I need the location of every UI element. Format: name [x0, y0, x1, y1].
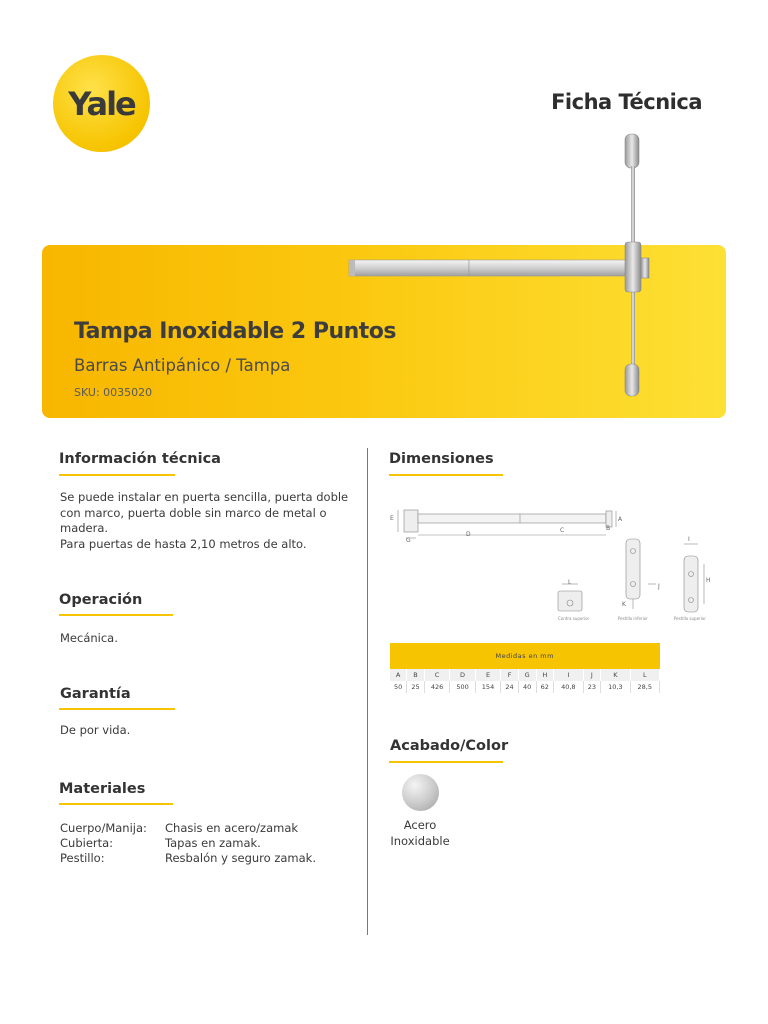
svg-text:C: C — [560, 527, 565, 534]
warranty-text: De por vida. — [60, 723, 131, 737]
diagram-label-superior: Pestillo superior — [674, 616, 706, 621]
column-divider — [367, 448, 368, 935]
svg-text:A: A — [618, 516, 623, 523]
finish-label-line: Inoxidable — [390, 833, 450, 848]
section-underline — [59, 474, 175, 476]
dim-value: 28,5 — [630, 681, 659, 693]
dim-letter: G — [518, 669, 536, 681]
operation-text: Mecánica. — [60, 631, 118, 645]
dim-letter: E — [475, 669, 500, 681]
section-underline — [389, 761, 503, 763]
materials-value: Chasis en acero/zamak — [165, 821, 299, 835]
dim-value: 23 — [583, 681, 601, 693]
svg-text:D: D — [466, 531, 471, 538]
dim-value: 24 — [501, 681, 519, 693]
product-title: Tampa Inoxidable 2 Puntos — [74, 319, 396, 344]
section-title-materials: Materiales — [59, 781, 146, 797]
svg-text:B: B — [606, 525, 611, 532]
dimensions-diagram — [386, 494, 716, 629]
dim-value: 50 — [390, 681, 407, 693]
section-title-warranty: Garantía — [60, 686, 131, 702]
svg-text:G: G — [406, 537, 411, 544]
dim-letter: F — [501, 669, 519, 681]
finish-label — [388, 818, 452, 849]
dim-letter: A — [390, 669, 407, 681]
svg-text:H: H — [706, 577, 711, 584]
dim-value: 154 — [475, 681, 500, 693]
dim-letter: L — [630, 669, 659, 681]
info-line: Se puede instalar en puerta sencilla, puerta doble — [60, 490, 349, 504]
info-text — [60, 490, 350, 552]
finish-swatch — [402, 774, 439, 811]
svg-text:J: J — [658, 583, 660, 590]
section-title-finish: Acabado/Color — [390, 738, 509, 754]
dim-letter: H — [536, 669, 554, 681]
dim-value: 10,3 — [601, 681, 630, 693]
svg-text:E: E — [390, 515, 394, 522]
diagram-label-inferior: Pestillo inferior — [618, 616, 648, 621]
section-underline — [389, 474, 503, 476]
dim-value: 426 — [424, 681, 449, 693]
dim-value: 40 — [518, 681, 536, 693]
dimensions-table-header: Medidas en mm — [390, 643, 660, 669]
dimensions-table — [390, 643, 660, 693]
product-sku: SKU: 0035020 — [74, 386, 153, 399]
section-underline — [59, 708, 175, 710]
product-image — [345, 130, 665, 405]
product-subtitle: Barras Antipánico / Tampa — [74, 356, 291, 375]
dim-letter: C — [424, 669, 449, 681]
finish-label-line: Acero — [403, 818, 437, 832]
dim-value: 62 — [536, 681, 554, 693]
section-underline — [59, 614, 173, 616]
logo-text: Yale — [68, 84, 135, 123]
materials-value: Tapas en zamak. — [165, 836, 261, 850]
svg-text:K: K — [622, 601, 626, 608]
dim-letter: J — [583, 669, 601, 681]
dim-value: 40,8 — [554, 681, 583, 693]
svg-text:I: I — [688, 536, 690, 543]
section-title-info: Información técnica — [59, 451, 221, 467]
section-title-dimensions: Dimensiones — [389, 451, 494, 467]
info-line: Para puertas de hasta 2,10 metros de alto. — [60, 536, 307, 551]
dim-value: 25 — [407, 681, 425, 693]
section-title-operation: Operación — [59, 592, 143, 608]
section-underline — [59, 803, 173, 805]
materials-label: Cuerpo/Manija: — [60, 821, 147, 835]
dim-letter: K — [601, 669, 630, 681]
dim-letter: I — [554, 669, 583, 681]
materials-label: Cubierta: — [60, 836, 114, 850]
info-line: con marco, puerta doble sin marco de metal o — [60, 505, 327, 520]
dim-letter: D — [450, 669, 475, 681]
svg-text:L: L — [568, 579, 572, 586]
document-title: Ficha Técnica — [551, 90, 702, 114]
info-line: madera. — [60, 521, 109, 535]
diagram-label-contra: Contra superior — [558, 616, 590, 621]
yale-logo — [53, 55, 150, 152]
materials-label: Pestillo: — [60, 851, 105, 865]
dim-letter: B — [407, 669, 425, 681]
materials-value: Resbalón y seguro zamak. — [165, 851, 316, 865]
dim-value: 500 — [450, 681, 475, 693]
